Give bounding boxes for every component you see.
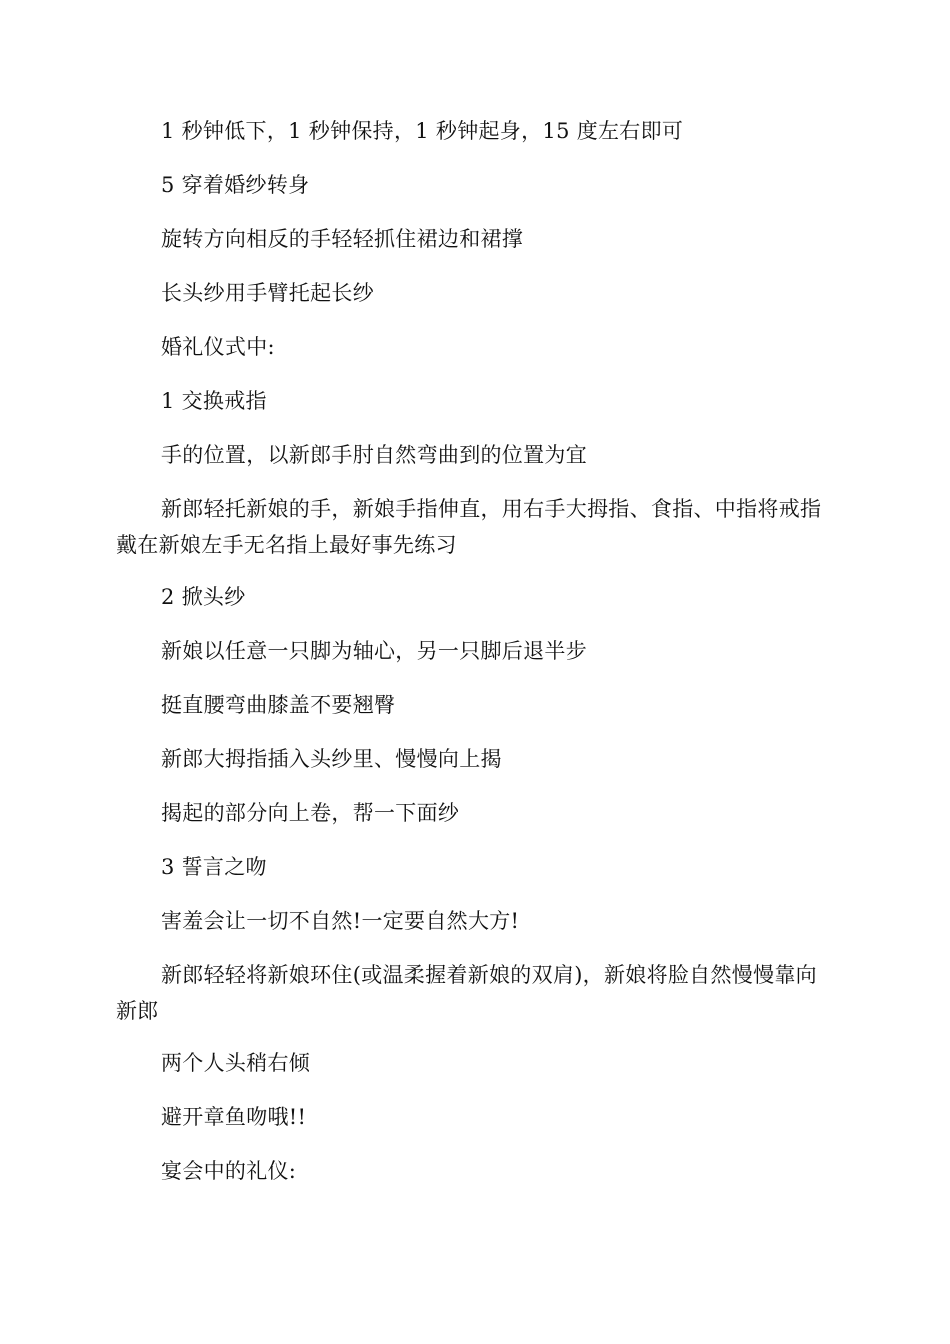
paragraph-hold-skirt: 旋转方向相反的手轻轻抓住裙边和裙撑 — [161, 227, 524, 251]
paragraph-posture: 挺直腰弯曲膝盖不要翘臀 — [161, 693, 396, 717]
paragraph-groom-lift: 新郎大拇指插入头纱里、慢慢向上揭 — [161, 747, 502, 771]
paragraph-head-tilt: 两个人头稍右倾 — [161, 1051, 311, 1075]
paragraph-bow-timing: 1 秒钟低下，1 秒钟保持，1 秒钟起身，15 度左右即可 — [161, 119, 684, 143]
paragraph-hand-position: 手的位置，以新郎手肘自然弯曲到的位置为宜 — [161, 443, 587, 467]
section-heading-banquet: 宴会中的礼仪: — [161, 1159, 297, 1183]
paragraph-ring-placement: 新郎轻托新娘的手，新娘手指伸直，用右手大拇指、食指、中指将戒指戴在新娘左手无名指上最好事先练习 — [116, 497, 822, 557]
section-heading-ceremony: 婚礼仪式中: — [161, 335, 275, 359]
paragraph-embrace: 新郎轻轻将新娘环住(或温柔握着新娘的双肩)，新娘将脸自然慢慢靠向新郎 — [116, 963, 817, 1023]
paragraph-avoid-kiss: 避开章鱼吻哦!! — [161, 1105, 307, 1129]
paragraph-be-natural: 害羞会让一切不自然!一定要自然大方! — [161, 909, 520, 933]
heading-vow-kiss: 3 誓言之吻 — [161, 855, 267, 879]
paragraph-long-veil: 长头纱用手臂托起长纱 — [161, 281, 374, 305]
heading-turn-in-gown: 5 穿着婚纱转身 — [161, 173, 310, 197]
paragraph-bride-step: 新娘以任意一只脚为轴心，另一只脚后退半步 — [161, 639, 587, 663]
document-body — [116, 113, 836, 1207]
heading-lift-veil: 2 掀头纱 — [161, 585, 246, 609]
heading-exchange-rings: 1 交换戒指 — [161, 389, 267, 413]
paragraph-roll-veil: 揭起的部分向上卷，帮一下面纱 — [161, 801, 460, 825]
